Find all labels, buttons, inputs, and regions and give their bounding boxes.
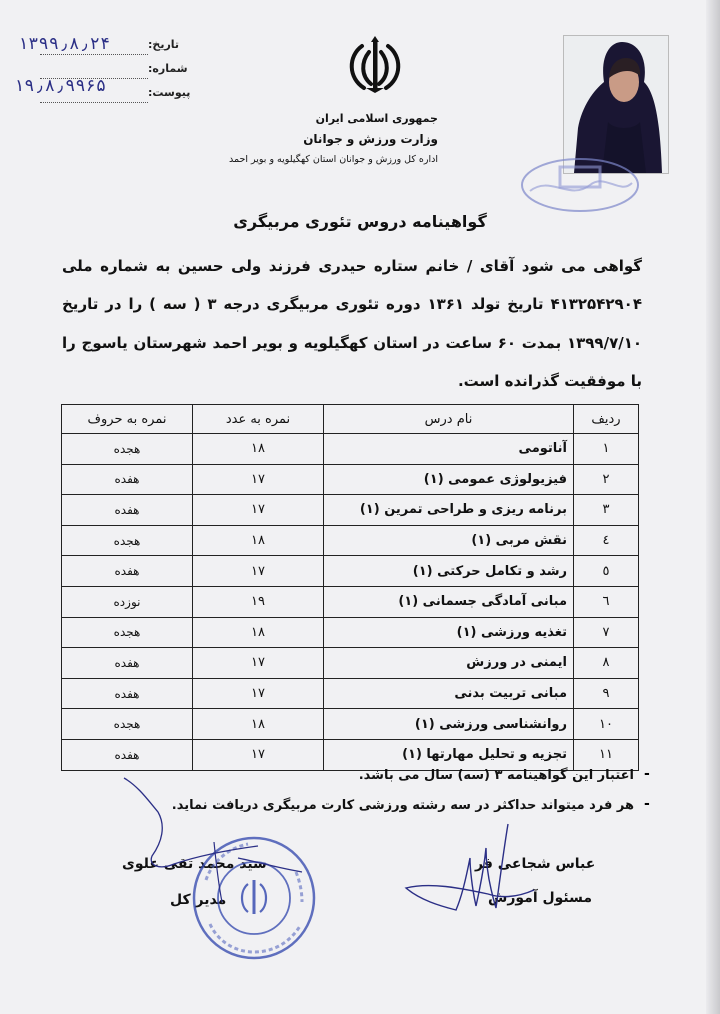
grade-words: هجده (62, 525, 193, 556)
row-number: ۱۱ (574, 739, 639, 770)
grade-digits: ۱۷ (193, 464, 324, 495)
attachment-dotline (40, 102, 148, 103)
grade-words: هفده (62, 464, 193, 495)
course-name: نقش مربی (۱) (324, 525, 574, 556)
note-bullet: - (644, 766, 650, 782)
row-number: ۹ (574, 678, 639, 709)
grade-digits: ۱۷ (193, 648, 324, 679)
row-number: ۷ (574, 617, 639, 648)
grade-digits: ۱۸ (193, 525, 324, 556)
header-country: جمهوری اسلامی ایران (315, 112, 438, 125)
course-name: برنامه ریزی و طراحی تمرین (۱) (324, 495, 574, 526)
grade-words: هفده (62, 678, 193, 709)
course-name: فیزیولوژی عمومی (۱) (324, 464, 574, 495)
certificate-line-2: ۴۱۳۲۵۴۲۹۰۴ تاریخ تولد ۱۳۶۱ دوره تئوری مربیگری درجه ۳ ( سه ) را در تاریخ (62, 295, 642, 313)
row-number: ۲ (574, 464, 639, 495)
course-name: تجزیه و تحلیل مهارتها (۱) (324, 739, 574, 770)
grade-digits: ۱۹ (193, 586, 324, 617)
note-limit: هر فرد میتواند حداکثر در سه رشته ورزشی کارت مربیگری دریافت نماید. (171, 798, 634, 813)
table-row (62, 648, 639, 679)
table-row (62, 556, 639, 587)
note-validity: اعتبار این گواهینامه ۳ (سه) سال می باشد. (358, 768, 634, 783)
certificate-line-1: گواهی می شود آقای / خانم ستاره حیدری فرزند ولی حسین به شماره ملی (62, 257, 642, 275)
grade-words: هجده (62, 617, 193, 648)
header-grade-words: نمره به حروف (62, 405, 193, 434)
grade-digits: ۱۷ (193, 739, 324, 770)
grade-words: هفده (62, 648, 193, 679)
attachment-label: پیوست: (148, 86, 191, 99)
row-number: ٦ (574, 586, 639, 617)
row-number: ٥ (574, 556, 639, 587)
grade-words: هجده (62, 434, 193, 465)
handwritten-number: ۱۹٫۸٫۹۹۶۵ (14, 76, 107, 96)
grade-words: هفده (62, 739, 193, 770)
iran-emblem-icon (344, 36, 406, 94)
certificate-line-3: ۱۳۹۹/۷/۱۰ بمدت ۶۰ ساعت در استان کهگیلویه و بویر احمد شهرستان یاسوج را (62, 334, 643, 352)
table-row (62, 586, 639, 617)
grades-table (61, 404, 639, 771)
course-name: رشد و تکامل حرکتی (۱) (324, 556, 574, 587)
table-row (62, 434, 639, 465)
table-row (62, 495, 639, 526)
signature-scribble-left (118, 772, 308, 932)
signatory-title-left: مدیر کل (170, 892, 227, 908)
row-number: ۱۰ (574, 709, 639, 740)
row-number: ۱ (574, 434, 639, 465)
table-header-row (62, 405, 639, 434)
signatory-title-right: مسئول آموزش (488, 890, 593, 906)
course-name: روانشناسی ورزشی (۱) (324, 709, 574, 740)
row-number: ۳ (574, 495, 639, 526)
grade-digits: ۱۷ (193, 678, 324, 709)
certificate-title: گواهینامه دروس تئوری مربیگری (233, 212, 487, 231)
course-name: آناتومی (324, 434, 574, 465)
table-row (62, 739, 639, 770)
date-dotline (40, 54, 148, 55)
course-name: تغذیه ورزشی (۱) (324, 617, 574, 648)
table-row (62, 709, 639, 740)
photo-stamp-icon (520, 155, 640, 215)
table-row (62, 617, 639, 648)
table-row (62, 678, 639, 709)
signatory-name-left: سید محمد تقی علوی (122, 856, 267, 872)
grade-words: هفده (62, 556, 193, 587)
table-row (62, 525, 639, 556)
handwritten-date: ۱۳۹۹٫۸٫۲۴ (18, 34, 111, 54)
grade-words: نوزده (62, 586, 193, 617)
date-label: تاریخ: (148, 38, 180, 51)
course-name: مبانی تربیت بدنی (324, 678, 574, 709)
header-office: اداره کل ورزش و جوانان استان کهگیلویه و بویر احمد (228, 154, 438, 165)
grade-words: هجده (62, 709, 193, 740)
profile-photo (563, 35, 669, 174)
number-label: شماره: (148, 62, 188, 75)
header-ministry: وزارت ورزش و جوانان (303, 132, 438, 146)
table-row (62, 464, 639, 495)
grade-digits: ۱۸ (193, 709, 324, 740)
grade-digits: ۱۸ (193, 434, 324, 465)
grade-digits: ۱۷ (193, 495, 324, 526)
certificate-line-4: با موفقیت گذرانده است. (457, 372, 642, 390)
header-grade-digits: نمره به عدد (193, 405, 324, 434)
grade-words: هفده (62, 495, 193, 526)
grade-digits: ۱۸ (193, 617, 324, 648)
row-number: ٤ (574, 525, 639, 556)
course-name: مبانی آمادگی جسمانی (۱) (324, 586, 574, 617)
header-row-number: ردیف (574, 405, 639, 434)
note-bullet: - (644, 796, 650, 812)
grade-digits: ۱۷ (193, 556, 324, 587)
signature-scribble-right (400, 818, 540, 918)
course-name: ایمنی در ورزش (324, 648, 574, 679)
header-course-name: نام درس (324, 405, 574, 434)
signatory-name-right: عباس شجاعی فر (475, 856, 596, 872)
row-number: ۸ (574, 648, 639, 679)
